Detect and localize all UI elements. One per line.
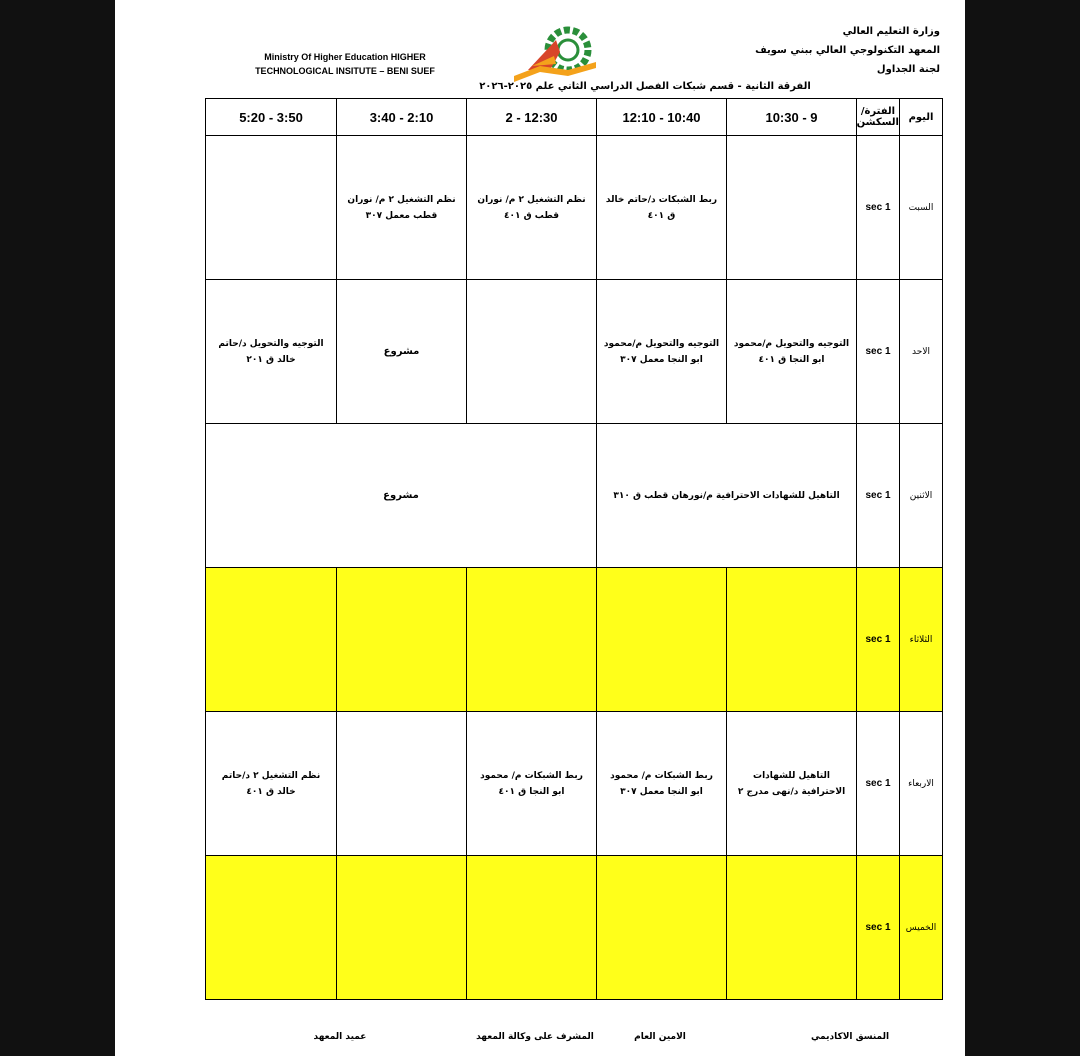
schedule-cell [597,568,727,712]
schedule-cell [337,568,467,712]
schedule-cell [206,568,337,712]
merged-cell-project: مشروع [206,424,597,568]
signature-secretary: الامين العام [634,1032,686,1042]
schedule-cell: التوجيه والتحويل د/حاتم خالد ق ٢٠١ [206,280,337,424]
signature-dean: عميد المعهد [313,1032,367,1042]
schedule-cell [337,712,467,856]
day-cell: السبت [900,136,943,280]
day-cell: الاثنين [900,424,943,568]
section-cell: sec 1 [857,568,900,712]
schedule-cell: ربط الشبكات د/حاتم خالد ق ٤٠١ [597,136,727,280]
section-cell: sec 1 [857,280,900,424]
signature-coordinator: المنسق الاكاديمي [810,1032,890,1042]
day-cell: الاربعاء [900,712,943,856]
schedule-cell: التاهيل للشهادات الاحترافية د/نهى مدرج ٢ [727,712,857,856]
section-cell: sec 1 [857,712,900,856]
time-slot-1: 9 - 10:30 [727,99,857,136]
section-cell: sec 1 [857,424,900,568]
ministry-ar: وزارة التعليم العالي [842,26,940,37]
signature-supervisor: المشرف على وكالة المعهد [476,1032,594,1042]
schedule-cell [727,568,857,712]
schedule-cell [597,856,727,1000]
schedule-cell [206,856,337,1000]
schedule-table [205,98,943,1000]
section-cell: sec 1 [857,856,900,1000]
time-slot-3: 12:30 - 2 [467,99,597,136]
schedule-cell [727,856,857,1000]
row-tuesday [206,568,943,712]
schedule-cell [206,136,337,280]
institute-en: TECHNOLOGICAL INSITUTE – BENI SUEF [255,66,435,76]
schedule-cell: التوجيه والتحويل م/محمود ابو النجا معمل ٣٠٧ [597,280,727,424]
row-sunday [206,280,943,424]
institute-ar: المعهد التكنولوجي العالي ببني سويف [755,45,940,56]
schedule-cell: ربط الشبكات م/ محمود ابو النجا ق ٤٠١ [467,712,597,856]
time-slot-2: 10:40 - 12:10 [597,99,727,136]
schedule-cell: نظم التشغيل ٢ م/ نوران قطب ق ٤٠١ [467,136,597,280]
day-cell: الخميس [900,856,943,1000]
row-wednesday [206,712,943,856]
institute-logo [510,26,600,82]
section-cell: sec 1 [857,136,900,280]
left-border [0,0,115,1056]
merged-cell-certification: التاهيل للشهادات الاحترافية م/نورهان قطب ق ٣١٠ [597,424,857,568]
committee-ar: لجنة الجداول [876,64,940,75]
row-monday [206,424,943,568]
schedule-cell: نظم التشغيل ٢ م/ نوران قطب معمل ٣٠٧ [337,136,467,280]
schedule-cell: ربط الشبكات م/ محمود ابو النجا معمل ٣٠٧ [597,712,727,856]
arabic-header [680,22,940,79]
document-page [115,0,965,1056]
schedule-subtitle: الفرقة الثانية - قسم شبكات الفصل الدراسي الثاني علم ٢٠٢٥-٢٠٢٦ [479,81,811,92]
time-slot-4: 2:10 - 3:40 [337,99,467,136]
english-header [225,50,465,78]
schedule-cell: مشروع [337,280,467,424]
schedule-cell [467,856,597,1000]
day-cell: الثلاثاء [900,568,943,712]
right-border [965,0,1080,1056]
day-header: اليوم [900,99,943,136]
schedule-cell: نظم التشغيل ٢ د/حاتم خالد ق ٤٠١ [206,712,337,856]
day-cell: الاحد [900,280,943,424]
schedule-cell [727,136,857,280]
schedule-cell [467,280,597,424]
schedule-cell: التوجيه والتحويل م/محمود ابو النجا ق ٤٠١ [727,280,857,424]
header-row [206,99,943,136]
time-slot-5: 3:50 - 5:20 [206,99,337,136]
schedule-cell [337,856,467,1000]
row-thursday [206,856,943,1000]
row-saturday [206,136,943,280]
schedule-cell [467,568,597,712]
ministry-en: Ministry Of Higher Education HIGHER [264,52,426,62]
period-header: الفترة/ السكشن [857,99,900,136]
